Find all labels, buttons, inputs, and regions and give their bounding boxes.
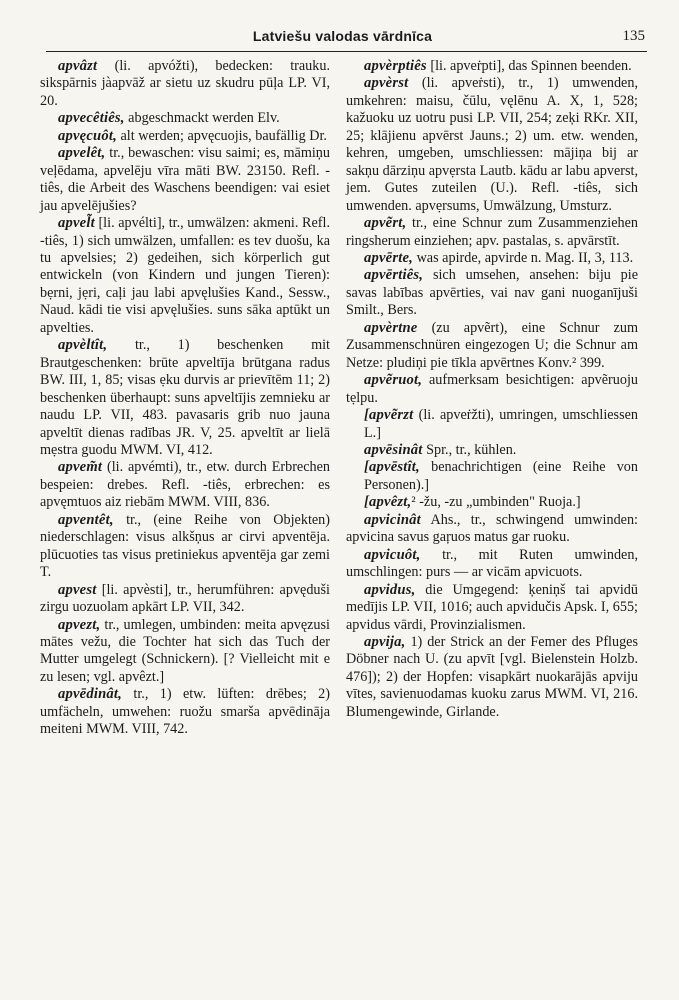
entry-definition: tr., 1) etw. lüften: drēbes; 2) umfächeln, umwehen: ruožu smarša apvēdināja meiteni MWM. VIII, 742.	[40, 686, 330, 738]
page-number: 135	[622, 28, 645, 44]
entry-definition: (li. apvémti), tr., etw. durch Erbrechen bespeien: drebes. Refl. -tiês, erbrechen: es apvęmtuos aiz riebām MWM. VIII, 836.	[40, 459, 330, 511]
headword: apvērtiês,	[364, 267, 424, 284]
headword: apvezt,	[58, 616, 101, 633]
header-rule	[46, 51, 647, 52]
dictionary-entry	[346, 215, 638, 250]
entry-definition: Spr., tr., kühlen.	[422, 441, 517, 458]
entry-definition: [li. apvélti], tr., umwälzen: akmeni. Refl. -tiês, 1) sich umwälzen, umfallen: es tev duošu, ka tu apvelsies; 2) gedeihen, sich körperlich gut entwickeln (von Kindern und jungen Tieren): bẹrni, jẹri, caļi jau labi apvęlušies Kand., Sessw., Naud. kādi tie visi apvęlušies. suns sāka aptūkt un apvelties.	[40, 215, 330, 336]
headword: apvèrst	[364, 75, 409, 92]
headword: apvērte,	[364, 249, 414, 266]
entry-definition: [li. apvèsti], tr., herumführen: apvęduši zirgu uozuolam apkārt LP. VII, 342.	[40, 581, 330, 616]
entry-definition: tr., (eine Reihe von Objekten) niederschlagen: visus alkšņus ar cirvi apventēja. plūcuoties tas visus pretiniekus apventēja gar zemi T.	[40, 511, 330, 581]
dictionary-entry	[40, 512, 330, 582]
running-title: Latviešu valodas vārdnīca	[252, 28, 433, 44]
dictionary-entry	[364, 494, 638, 511]
entry-definition: sich umsehen, ansehen: biju pie savas labības apvērties, vai nav gani nuoganījuši Smilt., Bers.	[346, 267, 638, 319]
dictionary-entry	[40, 58, 330, 110]
dictionary-entry	[346, 547, 638, 582]
dictionary-entry	[40, 128, 330, 145]
entry-definition: abgeschmackt werden Elv.	[124, 110, 280, 127]
dictionary-entry	[40, 617, 330, 687]
entry-definition: tr., bewaschen: visu saimi; es, māmiņu veļēdama, apvelēju vīra māti BW. 23150. Refl. -tiês, die Arbeit des Waschens beendigen: vai esiet jau apvelējušies?	[40, 145, 330, 214]
headword: apvēdinât,	[58, 686, 123, 703]
entry-definition: (li. apveṙsti), tr., 1) umwenden, umkehren: maisu, čūlu, vęlēnu A. X, 1, 528; kažuoku uz uotru pusi LP. VII, 254; zeķi RKr. XII, 25; klājienu apvērst Jauns.; 2) um. etw. wenden, kehren, umgeben, umschliessen: mājiņa bij ar sakņu dārziņu apvẹrsta Lautb. kādu ar labu apverst, jem. Gutes zuteilen (U.). Refl. -tiês, sich umwenden. apvẹrsums, Umwälzung, Umsturz.	[346, 75, 638, 214]
page-header	[40, 28, 645, 50]
dictionary-entry	[40, 215, 330, 337]
dictionary-entry	[346, 267, 638, 319]
dictionary-entry	[364, 459, 638, 494]
headword: apvẽrt,	[364, 215, 407, 232]
headword: [apvẽrzt	[364, 407, 414, 424]
dictionary-entry	[346, 582, 638, 634]
right-column	[346, 58, 638, 721]
headword: apvecêtiês,	[58, 110, 125, 127]
dictionary-entry	[40, 582, 330, 617]
headword: apvem̃t	[58, 459, 103, 476]
entry-definition: tr., mit Ruten umwinden, umschlingen: purs — ar vicām apvicuots.	[346, 546, 638, 581]
headword: apvicuôt,	[364, 546, 421, 563]
dictionary-entry	[346, 442, 638, 459]
headword: apvicinât	[364, 511, 421, 528]
dictionary-entry	[40, 459, 330, 511]
headword: [apvēstît,	[364, 459, 420, 476]
entry-definition: (li. apveṙžti), umringen, umschliessen L.]	[364, 407, 638, 441]
entry-definition: alt werden; apvęcuojis, baufällig Dr.	[116, 127, 327, 144]
headword: apvèrptiês	[364, 58, 427, 74]
dictionary-entry	[346, 372, 638, 407]
dictionary-entry	[40, 686, 330, 738]
headword: apvest	[58, 581, 97, 598]
entry-definition: benachrichtigen (eine Reihe von Personen).]	[364, 459, 638, 493]
dictionary-entry	[40, 337, 330, 459]
headword: apvęcuôt,	[58, 127, 117, 144]
dictionary-entry	[364, 407, 638, 442]
dictionary-entry	[346, 634, 638, 721]
entry-definition: tr., 1) beschenken mit Brautgeschenken: brūte apveltīja brūtgana radus BW. III, 1, 85; visas ẹku durvis ar prievītēm 11; 2) beschenken überhaupt: suns apveltījis zemnieku ar naudu LP. VII, 483. pavasaris grib nuo jauna apveltīt dienas radības JR. V, 25. apveltīt ar lielā mẹstra guodu MWM. VI, 412.	[40, 337, 330, 458]
headword: apvèrtne	[364, 319, 418, 336]
dictionary-entry	[346, 512, 638, 547]
entry-definition: tr., eine Schnur zum Zusammenziehen ringsherum einziehen; apv. pastalas, s. apvārstīt.	[346, 215, 638, 249]
entry-definition: Ahs., tr., schwingend umwinden: apvicina savus gaŗuos matus gar ruoku.	[346, 511, 638, 546]
headword: apvija,	[364, 633, 406, 650]
entry-definition: [li. apveṙpti], das Spinnen beenden.	[426, 58, 632, 74]
headword: apvẽruot,	[364, 372, 423, 389]
dictionary-entry	[346, 75, 638, 215]
dictionary-entry	[346, 250, 638, 267]
headword: apvâzt	[58, 58, 98, 74]
entry-definition: (zu apvẽrt), eine Schnur zum Zusammenschnüren eingezogen U; die Schnur am Netze: pludiņi pie tīkla apvērtnes Konv.² 399.	[346, 319, 638, 371]
entry-definition: 1) der Strick an der Femer des Pfluges Döbner nach U. (zu apvīt [vgl. Bielenstein Holzb. 476]); 2) der Hopfen: visapkārt nuokarājās apviju vītes, savienuodamas kuoku zarus MWM. VI, 216. Blumengewinde, Girlande.	[346, 633, 638, 720]
headword: apventêt,	[58, 511, 114, 528]
entry-definition: tr., umlegen, umbinden: meita apvęzusi mātes vežu, die Tochter hat sich das Tuch der Mutter umgelegt (Schnickern). [? Vielleicht mit e zu lesen; vgl. apvêzt.]	[40, 616, 330, 685]
headword: apvèltît,	[58, 337, 108, 354]
headword: [apvêzt,	[364, 494, 412, 511]
dictionary-entry	[346, 58, 638, 75]
dictionary-entry	[346, 320, 638, 372]
dictionary-entry	[40, 145, 330, 215]
headword: apvelêt,	[58, 145, 106, 162]
entry-definition: ² -žu, -zu „umbinden" Ruoja.]	[411, 494, 581, 511]
headword: apvel̃t	[58, 215, 95, 232]
dictionary-entry	[40, 110, 330, 127]
entry-definition: die Umgegend: ķeniņš tai apvidū medījis LP. VII, 1016; auch apvidučis Apsk. I, 655; apvidus vārdi, Provinzialismen.	[346, 581, 638, 633]
headword: apvēsinât	[364, 441, 423, 458]
left-column	[40, 58, 330, 739]
entry-definition: aufmerksam besichtigen: apvẽruoju tẹlpu.	[346, 372, 638, 406]
headword: apvidus,	[364, 581, 416, 598]
entry-definition: was apirde, apvirde n. Mag. II, 3, 113.	[413, 249, 634, 266]
entry-definition: (li. apvóžti), bedecken: trauku. sikspārnis jàapvāž ar sietu uz skudru pūļa LP. VI, 20.	[40, 58, 330, 109]
